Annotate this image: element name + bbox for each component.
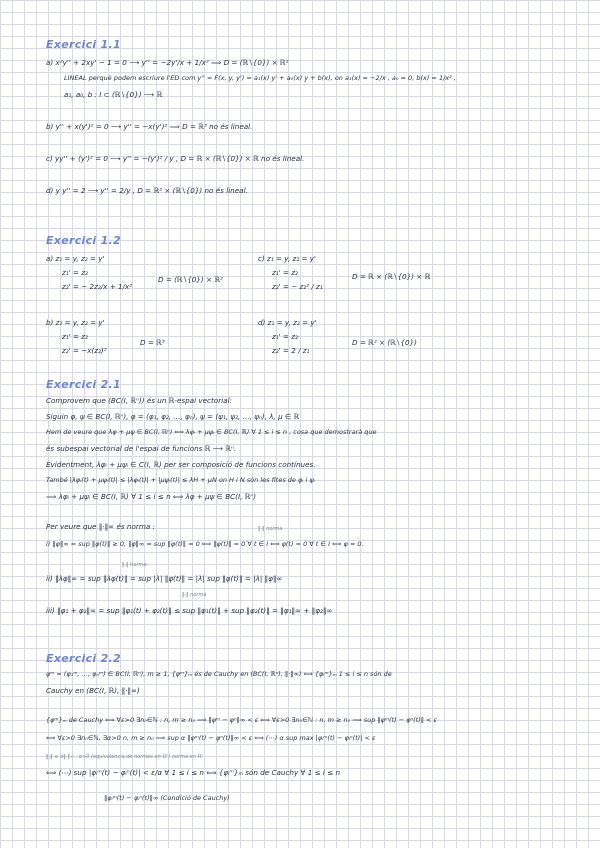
exercise-1-1-title: Exercici 1.1 [46, 38, 121, 51]
exercise-1-2-title: Exercici 1.2 [46, 234, 121, 247]
ex22-l5: ‖·‖ ≤ α‖·‖∞ , α>0 (equivalència de normes en ℝⁿ) norma en ℝⁿ [46, 754, 204, 760]
ex11-a-line2: LINEAL perquè podem escriure l'ED com y'' = F(x, y, y') = a₁(x) y' + a₀(x) y + b(x), on a₁(x) = −2/x , a₀ = 0, b(x) = 1/x² , [64, 74, 456, 82]
ex21-l1: Comprovem que (BC(I, ℝⁿ)) és un ℝ-espai vectorial: [46, 396, 232, 405]
ex21-l3: Hem de veure que λφ + μψ ∈ BC(I, ℝⁿ) ⟺ λφᵢ + μψᵢ ∈ BC(I, ℝ) ∀ 1 ≤ i ≤ n , cosa que demostrarà que [46, 428, 377, 436]
ex12-b-l2: z₂' = −x(z₂)² [62, 346, 107, 355]
ex21-l7: ⟹ λφᵢ + μψᵢ ∈ BC(I, ℝ) ∀ 1 ≤ i ≤ n ⟺ λφ + μψ ∈ BC(I, ℝⁿ) [46, 492, 257, 501]
ex11-b: b) y'' + x(y')² = 0 ⟶ y'' = −x(y')² ⟹ D = ℝ³ no és lineal. [46, 122, 253, 131]
ex21-l8: Per veure que ‖·‖∞ és norma : [46, 522, 155, 531]
ex22-l2: Cauchy en (BC(I, ℝ), ‖·‖∞) [46, 686, 140, 695]
ex12-b-l1: z₁' = z₂ [62, 332, 88, 341]
ex11-a-line1: a) x²y'' + 2xy' − 1 = 0 ⟶ y'' = −2y'/x + 1/x² ⟹ D = (ℝ∖{0}) × ℝ² [46, 58, 289, 67]
ex12-c-head: c) z₁ = y, z₂ = y' [258, 254, 317, 263]
ex12-a-l2: z₂' = − 2z₂/x + 1/x² [62, 282, 133, 291]
exercise-2-1-title: Exercici 2.1 [46, 378, 121, 391]
ex12-d-l1: z₁' = z₂ [272, 332, 298, 341]
ex21-l6: També |λφᵢ(t) + μψᵢ(t)| ≤ |λφᵢ(t)| + |μψᵢ(t)| ≤ λH + μN on H i N són les fites de φᵢ i ψᵢ [46, 476, 315, 484]
ex22-l1: φᵐ = (φ₁ᵐ, …, φₙᵐ) ∈ BC(I, ℝⁿ), m ≥ 1, {φᵐ}ₘ és de Cauchy en (BC(I, ℝⁿ), ‖·‖∞) ⟺ {φᵢᵐ}ₘ 1 ≤ i ≤ n són de [46, 670, 392, 678]
ex11-a-line3: a₁, a₀, b : I ⊂ (ℝ∖{0}) ⟶ ℝ [64, 90, 163, 99]
ex12-c-l2: z₂' = − z₂² / z₁ [272, 282, 323, 291]
ex12-a-domain: D = (ℝ∖{0}) × ℝ² [158, 275, 223, 284]
ex21-l2: Siguin φ, ψ ∈ BC(I, ℝⁿ), φ = (φ₁, φ₂, …, φₙ), ψ = (ψ₁, ψ₂, …, ψₙ), λ, μ ∈ ℝ [46, 412, 300, 421]
ex21-l4: és subespai vectorial de l'espai de funcions ℝ ⟶ ℝⁿ. [46, 444, 237, 453]
ex12-b-domain: D = ℝ³ [140, 338, 165, 347]
ex21-norm-iii: iii) ‖φ₁ + φ₂‖∞ = sup ‖φ₁(t) + φ₂(t)‖ ≤ sup ‖φ₁(t)‖ + sup ‖φ₂(t)‖ = ‖φ₁‖∞ + ‖φ₂‖∞ [46, 606, 333, 615]
ex12-d-l2: z₂' = 2 / z₁ [272, 346, 310, 355]
ex21-note-norma-1: ‖·‖ norma [258, 526, 283, 532]
ex11-c: c) yy'' + (y')² = 0 ⟶ y'' = −(y')² / y , D = ℝ × (ℝ∖{0}) × ℝ no és lineal. [46, 154, 305, 163]
ex22-l4: ⟺ ∀ε>0 ∃n₀∈ℕ, ∃α>0 n, m ≥ n₀ ⟹ sup α ‖φᵐ(t) − φⁿ(t)‖∞ < ε ⟺ (⋯) α sup max |φᵢᵐ(t) − φᵢⁿ(t)| < ε [46, 734, 376, 742]
ex12-a-l1: z₁' = z₂ [62, 268, 88, 277]
ex22-l3: {φᵐ}ₘ de Cauchy ⟺ ∀ε>0 ∃n₀∈ℕ : n, m ≥ n₀ ⟹ ‖φᵐ − φⁿ‖∞ < ε ⟺ ∀ε>0 ∃n₀∈ℕ : n, m ≥ n₀ ⟹ sup ‖φᵐ(t) − φⁿ(t)‖ < ε [46, 716, 438, 724]
ex12-d-head: d) z₁ = y, z₂ = y' [258, 318, 317, 327]
ex12-a-head: a) z₁ = y, z₂ = y' [46, 254, 105, 263]
ex22-l6: ⟺ (⋯) sup |φᵢᵐ(t) − φᵢⁿ(t)| < ε/α ∀ 1 ≤ i ≤ n ⟺ {φᵢᵐ}ₘ són de Cauchy ∀ 1 ≤ i ≤ n [46, 768, 341, 777]
exercise-2-2-title: Exercici 2.2 [46, 652, 121, 665]
ex12-d-domain: D = ℝ² × (ℝ∖{0}) [352, 338, 417, 347]
ex11-d: d) y y'' = 2 ⟶ y'' = 2/y , D = ℝ² × (ℝ∖{0}) no és lineal. [46, 186, 248, 195]
ex21-note-norma-2: ‖·‖ norma [122, 562, 147, 568]
ex22-l7: ‖φᵢᵐ(t) − φᵢⁿ(t)‖∞ (Condició de Cauchy) [104, 794, 230, 802]
ex12-b-head: b) z₁ = y, z₂ = y' [46, 318, 105, 327]
ex21-note-norma-3: ‖·‖ norma [182, 592, 207, 598]
ex12-c-l1: z₁' = z₂ [272, 268, 298, 277]
ex21-norm-ii: ii) ‖λφ‖∞ = sup ‖λφ(t)‖ = sup |λ| ‖φ(t)‖ = |λ| sup ‖φ(t)‖ = |λ| ‖φ‖∞ [46, 574, 283, 583]
ex12-c-domain: D = ℝ × (ℝ∖{0}) × ℝ [352, 272, 431, 281]
ex21-norm-i: i) ‖φ‖∞ = sup ‖φ(t)‖ ≥ 0, ‖φ‖∞ = sup ‖φ(t)‖ = 0 ⟺ ‖φ(t)‖ = 0 ∀ t ∈ I ⟺ φ(t) = 0 ∀ t ∈ I ⟺ φ = 0. [46, 540, 364, 548]
ex21-l5: Evidentment, λφᵢ + μψᵢ ∈ C(I, ℝ) per ser composició de funcions contínues. [46, 460, 316, 469]
